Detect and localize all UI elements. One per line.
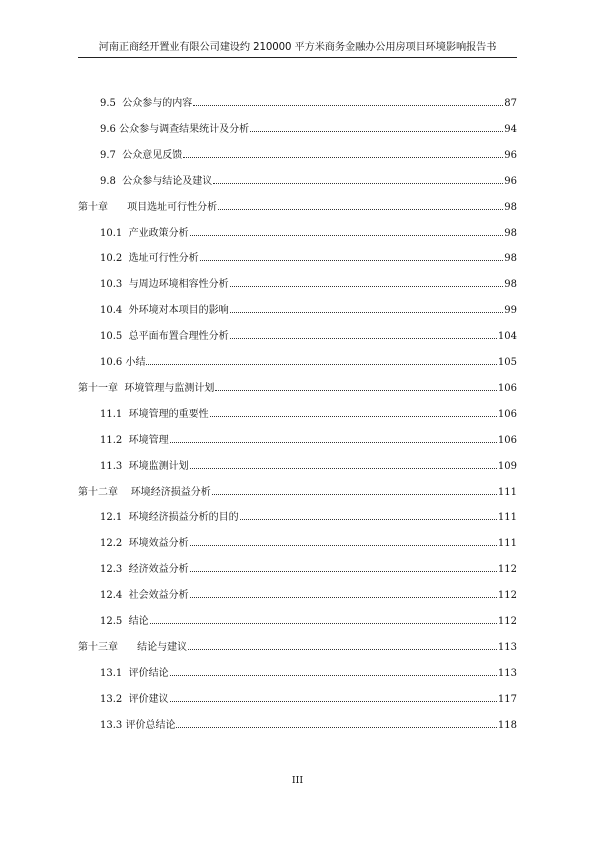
toc-entry-label: 12.3 经济效益分析 bbox=[100, 564, 189, 576]
toc-entry-page: 112 bbox=[497, 590, 517, 602]
toc-entry-page: 111 bbox=[497, 538, 517, 550]
toc-entry-page: 109 bbox=[497, 460, 517, 472]
toc-dot-leader bbox=[200, 250, 504, 261]
toc-dot-leader bbox=[230, 276, 504, 287]
toc-section-entry[interactable] bbox=[100, 613, 517, 627]
toc-dot-leader bbox=[250, 121, 503, 132]
toc-entry-page: 118 bbox=[497, 719, 517, 731]
toc-entry-label: 10.3 与周边环境相容性分析 bbox=[100, 279, 229, 291]
toc-dot-leader bbox=[170, 432, 497, 443]
toc-entry-label: 9.5 公众参与的内容 bbox=[100, 98, 193, 109]
toc-entry-page: 99 bbox=[504, 305, 517, 317]
toc-chapter-entry[interactable] bbox=[78, 199, 517, 213]
toc-dot-leader bbox=[240, 509, 497, 520]
toc-entry-page: 105 bbox=[497, 357, 517, 368]
toc-entry-label: 9.7 公众意见反馈 bbox=[100, 149, 183, 161]
toc-dot-leader bbox=[230, 302, 504, 313]
toc-entry-page: 98 bbox=[504, 253, 517, 265]
toc-entry-label: 12.2 环境效益分析 bbox=[100, 538, 189, 550]
toc-entry-label: 9.8 公众参与结论及建议 bbox=[100, 175, 213, 187]
toc-entry-page: 94 bbox=[504, 123, 517, 135]
toc-section-entry[interactable] bbox=[100, 432, 517, 446]
toc-section-entry[interactable] bbox=[100, 328, 517, 342]
toc-chapter-entry[interactable] bbox=[78, 639, 517, 653]
toc-section-entry[interactable] bbox=[100, 509, 517, 523]
toc-dot-leader bbox=[213, 173, 503, 184]
toc-entry-label: 10.4 外环境对本项目的影响 bbox=[100, 305, 229, 317]
toc-section-entry[interactable] bbox=[100, 691, 517, 705]
toc-section-entry[interactable] bbox=[100, 250, 517, 264]
toc-entry-page: 112 bbox=[497, 564, 517, 576]
toc-section-entry[interactable] bbox=[100, 717, 517, 731]
toc-entry-label: 10.2 选址可行性分析 bbox=[100, 253, 199, 265]
toc-section-entry[interactable] bbox=[100, 173, 517, 187]
running-header: 河南正商经开置业有限公司建设约 210000 平方米商务金融办公用房项目环境影响报告书 bbox=[98, 42, 497, 53]
toc-dot-leader bbox=[212, 484, 497, 495]
toc-chapter-entry[interactable] bbox=[78, 380, 517, 394]
toc-entry-label: 第十三章 结论与建议 bbox=[78, 641, 188, 653]
toc-dot-leader bbox=[215, 380, 497, 391]
toc-entry-page: 106 bbox=[497, 382, 517, 394]
toc-entry-page: 112 bbox=[497, 616, 517, 627]
toc-dot-leader bbox=[190, 561, 497, 572]
page-number: III bbox=[291, 775, 304, 786]
toc-section-entry[interactable] bbox=[100, 561, 517, 575]
toc-section-entry[interactable] bbox=[100, 302, 517, 316]
toc-entry-label: 第十章 项目选址可行性分析 bbox=[78, 201, 218, 213]
toc-section-entry[interactable] bbox=[100, 535, 517, 549]
toc-entry-page: 113 bbox=[497, 641, 517, 653]
toc-section-entry[interactable] bbox=[100, 587, 517, 601]
toc-entry-label: 10.5 总平面布置合理性分析 bbox=[100, 331, 229, 343]
toc-section-entry[interactable] bbox=[100, 406, 517, 420]
toc-dot-leader bbox=[190, 225, 504, 236]
toc-dot-leader bbox=[170, 665, 497, 676]
toc-chapter-entry[interactable] bbox=[78, 484, 517, 498]
toc-dot-leader bbox=[190, 587, 497, 598]
toc-dot-leader bbox=[146, 354, 496, 365]
toc-dot-leader bbox=[170, 691, 497, 702]
toc-entry-label: 11.2 环境管理 bbox=[100, 434, 169, 446]
toc-entry-label: 12.4 社会效益分析 bbox=[100, 590, 189, 602]
toc-entry-page: 96 bbox=[504, 175, 517, 187]
toc-section-entry[interactable] bbox=[100, 95, 517, 109]
toc-section-entry[interactable] bbox=[100, 276, 517, 290]
toc-section-entry[interactable] bbox=[100, 121, 517, 135]
toc-entry-label: 11.3 环境监测计划 bbox=[100, 460, 189, 472]
toc-dot-leader bbox=[183, 147, 503, 158]
toc-entry-label: 第十一章 环境管理与监测计划 bbox=[78, 382, 215, 394]
toc-entry-page: 117 bbox=[497, 693, 517, 705]
toc-entry-label: 第十二章 环境经济损益分析 bbox=[78, 486, 211, 498]
toc-entry-label: 10.6 小结 bbox=[100, 357, 146, 368]
toc-dot-leader bbox=[218, 199, 503, 210]
toc-entry-label: 13.2 评价建议 bbox=[100, 693, 169, 705]
toc-dot-leader bbox=[230, 328, 497, 339]
toc-dot-leader bbox=[176, 717, 496, 728]
toc-entry-page: 111 bbox=[497, 512, 517, 524]
toc-dot-leader bbox=[210, 406, 497, 417]
toc-dot-leader bbox=[190, 458, 497, 469]
toc-entry-page: 113 bbox=[497, 667, 517, 679]
toc-section-entry[interactable] bbox=[100, 354, 517, 368]
toc-entry-page: 98 bbox=[504, 227, 517, 239]
toc-section-entry[interactable] bbox=[100, 147, 517, 161]
toc-entry-label: 13.1 评价结论 bbox=[100, 667, 169, 679]
toc-entry-label: 9.6 公众参与调查结果统计及分析 bbox=[100, 123, 250, 135]
toc-entry-page: 104 bbox=[497, 331, 517, 343]
toc-dot-leader bbox=[193, 95, 503, 106]
toc-entry-page: 98 bbox=[504, 201, 517, 213]
toc-section-entry[interactable] bbox=[100, 458, 517, 472]
toc-dot-leader bbox=[150, 613, 497, 624]
toc-entry-label: 11.1 环境管理的重要性 bbox=[100, 408, 209, 420]
toc-dot-leader bbox=[188, 639, 497, 650]
toc-entry-label: 10.1 产业政策分析 bbox=[100, 227, 189, 239]
header-rule bbox=[78, 57, 517, 58]
toc-section-entry[interactable] bbox=[100, 665, 517, 679]
toc-entry-page: 96 bbox=[504, 149, 517, 161]
toc-entry-page: 106 bbox=[497, 408, 517, 420]
toc-entry-label: 13.3 评价总结论 bbox=[100, 719, 176, 731]
toc-entry-page: 98 bbox=[504, 279, 517, 291]
toc-section-entry[interactable] bbox=[100, 225, 517, 239]
toc-dot-leader bbox=[190, 535, 497, 546]
toc-entry-label: 12.1 环境经济损益分析的目的 bbox=[100, 512, 239, 524]
toc-entry-page: 106 bbox=[497, 434, 517, 446]
toc-entry-label: 12.5 结论 bbox=[100, 616, 149, 627]
toc-entry-page: 111 bbox=[497, 486, 517, 498]
toc-entry-page: 87 bbox=[504, 98, 517, 109]
